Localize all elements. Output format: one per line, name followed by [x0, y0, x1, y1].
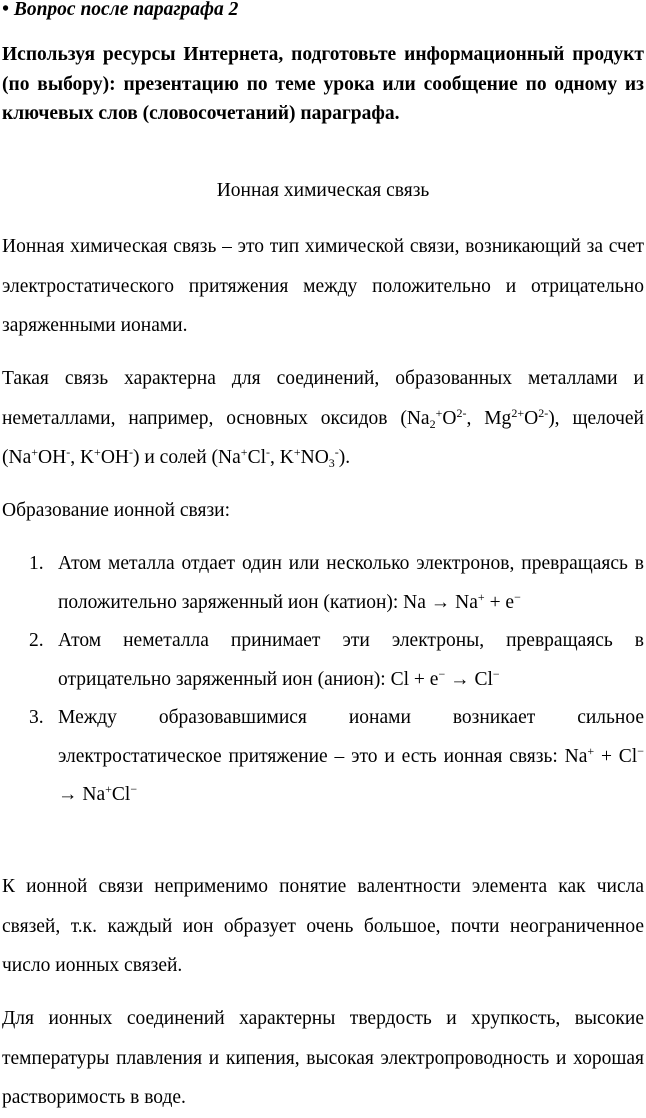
- formula-salt-nacl: Na+Cl-: [218, 445, 270, 468]
- paragraph-definition: Ионная химическая связь – это тип химической связи, возникающий за счет электростатического притяжения между положительно и отрицательно заряженными ионами.: [2, 236, 644, 336]
- paragraph-examples: Такая связь характерна для соединений, образованных металлами и неметаллами, например, основных оксидов ($Na_2^+O^{2-}$, $Mg^{2+}O^{2-}$), щелочей (Na+OH-, K+OH-) и солей (Na+Cl-, $K^+NO_3^-$).: [2, 368, 644, 470]
- list-item: 1. Атом металла отдает один или несколько электронов, превращаясь в положительно заряженный ион (катион): Na → Na+ + e−: [2, 545, 644, 622]
- list-item-number: 3.: [29, 707, 44, 728]
- list-item: 2. Атом неметалла принимает эти электроны, превращаясь в отрицательно заряженный ион (анион): Cl + e− → Cl−: [2, 622, 644, 699]
- formula-alkali-koh: K+OH-: [79, 445, 133, 468]
- paragraph-properties: Для ионных соединений характерны твердость и хрупкость, высокие температуры плавления и кипения, высокая электропроводность и хорошая растворимость в воде.: [2, 1008, 644, 1108]
- formula-salt-kno3: $K^+NO_3^-$: [279, 445, 339, 470]
- section-heading-text: Вопрос после параграфа 2: [13, 0, 239, 20]
- paragraph-valence: К ионной связи неприменимо понятие валентности элемента как числа связей, т.к. каждый ион образует очень большое, почти неограниченное число ионных связей.: [2, 876, 644, 976]
- task-text: Используя ресурсы Интернета, подготовьте информационный продукт (по выбору): презентацию по теме урока или сообщение по одному из ключевых слов (словосочетаний) параграфа.: [2, 44, 644, 124]
- document-title: Ионная химическая связь: [216, 180, 430, 201]
- formula-alkali-naoh: Na+OH-: [8, 445, 71, 468]
- formula-oxide-na2o: $Na_2^+O^{2-}$: [406, 405, 467, 431]
- list-item: 3. Между образовавшимися ионами возникает сильное электростатическое притяжение – это и есть ионная связь: Na+ + Cl− → Na+Cl−: [2, 699, 644, 815]
- formation-steps-list: [2, 545, 644, 815]
- list-item-number: 1.: [29, 553, 44, 574]
- bullet-icon: •: [2, 0, 9, 20]
- list-item-number: 2.: [29, 630, 44, 651]
- formula-oxide-mgo: $Mg^{2+}O^{2-}$: [484, 405, 549, 429]
- examples-intro: Такая связь характерна для соединений, образованных металлами и неметаллами, например, основных оксидов (: [2, 368, 644, 429]
- section-heading: [2, 0, 238, 23]
- paragraph-formation-intro: Образование ионной связи:: [2, 500, 231, 521]
